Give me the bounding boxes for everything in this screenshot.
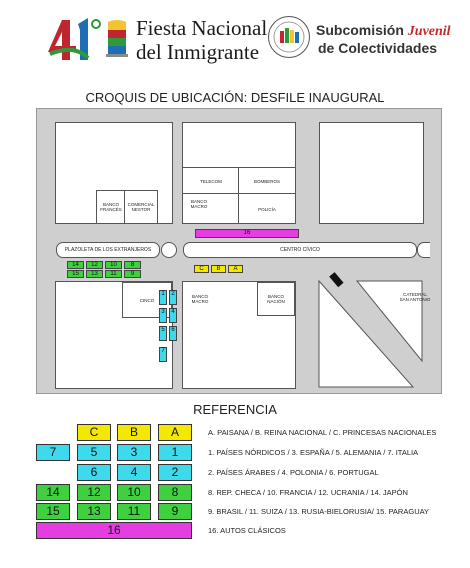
slot-7: 7 (159, 347, 167, 362)
centro-civico-pill (183, 242, 417, 258)
banco-nacion-label: BANCO NACIÓN (267, 294, 285, 304)
slot-5: 5 (159, 326, 167, 341)
plazoleta-label: PLAZOLETA DE LOS EXTRANJEROS (64, 246, 152, 253)
colectividades-title: de Colectividades (318, 40, 438, 56)
banco-macro-bottom-label: BANCO MACRO (191, 294, 209, 304)
reference-title: REFERENCIA (193, 402, 277, 417)
ref-desc-cyan-even: 2. PAÍSES ÁRABES / 4. POLONIA / 6. PORTUGAL (208, 468, 379, 477)
block-bottom-middle (182, 281, 296, 389)
ref-key-13: 13 (77, 503, 111, 520)
ref-key-14: 14 (36, 484, 70, 501)
ref-key-B: B (117, 424, 151, 441)
ref-key-16: 16 (36, 522, 192, 539)
ref-desc-yellow: A. PAISANA / B. REINA NACIONAL / C. PRINCESAS NACIONALES (208, 428, 437, 437)
ref-desc-green-odd: 9. BRASIL / 11. SUIZA / 13. RUSIA-BIELORUSIA/ 15. PARAGUAY (208, 507, 430, 516)
telecom-top-line (183, 167, 295, 168)
fiesta-title-line1: Fiesta Nacional (136, 16, 268, 40)
slot-A: A (228, 265, 243, 273)
slot-10: 10 (105, 261, 122, 269)
slot-2: 2 (169, 290, 177, 305)
slot-4: 4 (169, 308, 177, 323)
ref-key-7: 7 (36, 444, 70, 461)
ref-key-8: 8 (158, 484, 192, 501)
centro-civico-label: CENTRO CÍVICO (280, 246, 320, 253)
roundabout-circle (161, 242, 177, 258)
slot-C: C (194, 265, 209, 273)
slot-12: 12 (86, 261, 103, 269)
slot-15: 15 (67, 270, 84, 278)
fiesta-title-line2: del Inmigrante (136, 40, 260, 64)
block-top-right (319, 122, 424, 224)
slot-14: 14 (67, 261, 84, 269)
banco-frances-building (96, 190, 126, 224)
comercial-nestor-label: COMERCIAL NESTOR (127, 202, 155, 212)
ref-key-10: 10 (117, 484, 151, 501)
telecom-divider (238, 167, 239, 223)
ref-desc-green-even: 8. REP. CHECA / 10. FRANCIA / 12. UCRANIA / 14. JAPÓN (208, 488, 408, 497)
banco-nacion-building (257, 282, 295, 316)
ref-key-9: 9 (158, 503, 192, 520)
block-bottom-left (55, 281, 173, 389)
diagonal-blocks (305, 269, 441, 393)
right-edge-circle (417, 242, 430, 258)
ref-key-1: 1 (158, 444, 192, 461)
ref-key-5: 5 (77, 444, 111, 461)
ref-desc-autos: 16. AUTOS CLÁSICOS (208, 526, 286, 535)
block-top-left (55, 122, 173, 224)
bomberos-label: BOMBEROS (253, 179, 280, 184)
ref-key-12: 12 (77, 484, 111, 501)
subcomision-seal-icon (268, 16, 310, 58)
ref-key-6: 6 (77, 464, 111, 481)
comercial-nestor-building (124, 190, 158, 224)
subcomision-word: Subcomisión (316, 22, 404, 38)
catedral-label: CATEDRAL SAN ANTONIO (399, 292, 431, 302)
ref-key-15: 15 (36, 503, 70, 520)
flag-icon (104, 18, 130, 58)
slot-8: 8 (124, 261, 141, 269)
map-croquis (36, 108, 442, 394)
slot-9: 9 (124, 270, 141, 278)
telecom-label: TELECOM (200, 179, 222, 184)
cinco-label: CINCO (139, 297, 155, 303)
slot-3: 3 (159, 308, 167, 323)
banco-frances-label: BANCO FRANCÉS (100, 202, 122, 212)
slot-1: 1 (159, 290, 167, 305)
policia-label: POLICÍA (258, 207, 276, 212)
ref-key-11: 11 (117, 503, 151, 520)
ref-desc-cyan-odd: 1. PAÍSES NÓRDICOS / 3. ESPAÑA / 5. ALEMANIA / 7. ITALIA (208, 448, 419, 457)
ref-key-2: 2 (158, 464, 192, 481)
ref-key-C: C (77, 424, 111, 441)
slot-6: 6 (169, 326, 177, 341)
logo-41 (44, 14, 104, 64)
plazoleta-pill (56, 242, 160, 258)
slot-13: 13 (86, 270, 103, 278)
bomberos-bottom-line (183, 193, 295, 194)
ref-key-A: A (158, 424, 192, 441)
banco-macro-top-label: BANCO MACRO (190, 199, 208, 209)
ref-key-4: 4 (117, 464, 151, 481)
ref-key-3: 3 (117, 444, 151, 461)
autos-clasicos-slot-16: 16 (195, 229, 299, 238)
page-title: CROQUIS DE UBICACIÓN: DESFILE INAUGURAL (85, 90, 385, 105)
subcomision-title (316, 22, 451, 40)
slot-B: B (211, 265, 226, 273)
slot-11: 11 (105, 270, 122, 278)
block-top-middle (182, 122, 296, 224)
juvenil-word: Juvenil (407, 24, 451, 39)
